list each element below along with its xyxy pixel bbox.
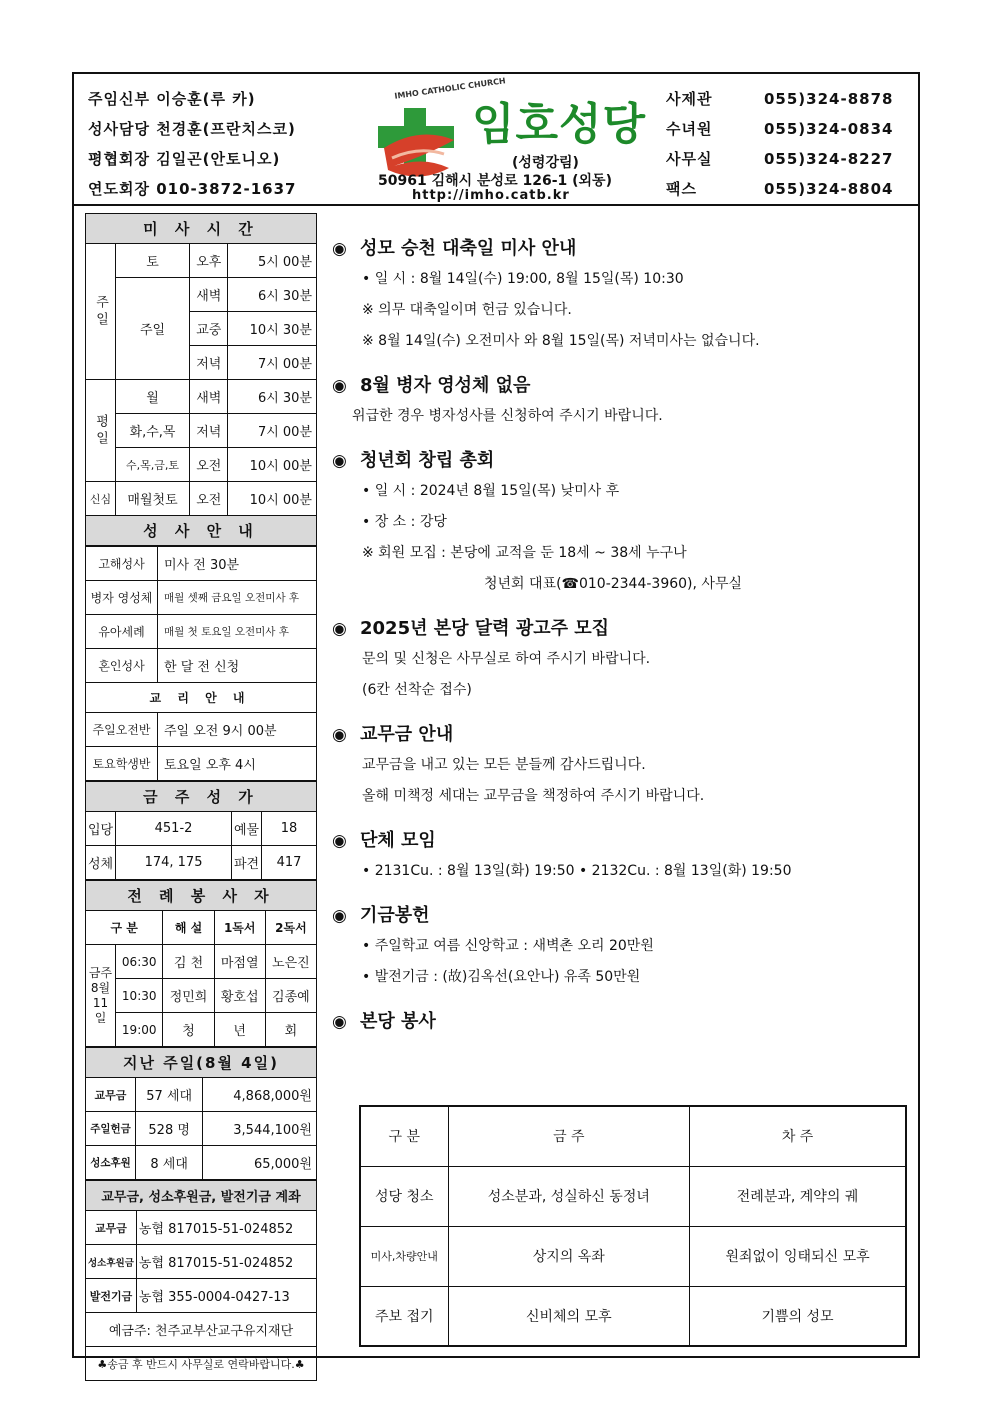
sacrament-value: 매월 셋째 금요일 오전미사 후 [158,581,317,615]
notice-line: (6칸 선착순 접수) [362,682,472,698]
service-next-week: 원죄없이 잉태되신 모후 [690,1226,906,1286]
sacrament-value: 매월 첫 토요일 오전미사 후 [158,615,317,649]
account-holder: 예금주: 천주교부산교구유지재단 [86,1313,317,1347]
mass-period: 저녁 [190,346,228,380]
notice-title [332,446,912,476]
bullet-icon: ◉ [332,619,347,639]
mass-time: 6시 30분 [228,380,317,414]
mass-day: 매월첫토 [116,482,190,516]
mass-day: 월 [116,380,190,414]
service-this-week: 상지의 옥좌 [448,1226,690,1286]
doctrine-value: 토요일 오후 4시 [158,747,317,781]
notice-title [332,901,912,931]
doctrine-label: 주일오전반 [86,713,158,747]
header-staff [88,84,296,204]
liturgy-person: 노은진 [265,945,316,979]
mass-day: 토 [116,244,190,278]
service-table [359,1105,907,1347]
doctrine-label: 토요학생반 [86,747,158,781]
hymn-number: 174, 175 [116,846,232,880]
notice-heading: 본당 봉사 [360,1011,436,1032]
left-column [85,213,317,1381]
hymn-number: 18 [262,812,317,846]
weekday-label: 평일 [86,380,116,482]
sacrament-label: 고해성사 [86,547,158,581]
account-label: 발전기금 [86,1279,137,1313]
notice-line: 위급한 경우 병자성사를 신청하여 주시기 바랍니다. [352,408,663,424]
sacrament-value: 한 달 전 신청 [158,649,317,683]
notice-line: • 일 시 : 8월 14일(수) 19:00, 8월 15일(목) 10:30 [362,271,684,287]
liturgy-person: 황호섭 [214,979,265,1013]
mass-period: 저녁 [190,414,228,448]
liturgy-table [85,880,317,1047]
mass-period: 오전 [190,448,228,482]
offering-label: 주일헌금 [86,1112,136,1146]
service-label: 주보 접기 [360,1286,448,1346]
mass-time: 7시 00분 [228,346,317,380]
mass-day: 화,수,목 [116,414,190,448]
notice-line: 교무금을 내고 있는 모든 분들께 감사드립니다. [362,757,646,773]
devotion-label: 신심 [86,482,116,516]
mass-time: 7시 00분 [228,414,317,448]
liturgy-person: 회 [265,1013,316,1047]
last-week-title: 지난 주일(8월 4일) [86,1048,317,1078]
notice-line: • 장 소 : 강당 [362,514,447,530]
liturgy-time: 06:30 [116,945,163,979]
liturgy-date: 금주 8월 11일 [86,945,116,1047]
transfer-note: ♣송금 후 반드시 사무실로 연락바랍니다.♣ [86,1347,317,1381]
contact-rectory [666,84,893,114]
liturgy-person: 정민희 [163,979,214,1013]
bulletin-frame [72,72,920,1371]
contact-fax [666,174,893,204]
service-label: 미사,차량안내 [360,1226,448,1286]
bullet-icon: ◉ [332,906,347,926]
mass-period: 교중 [190,312,228,346]
notice-line: 올해 미책정 세대는 교무금을 책정하여 주시기 바랍니다. [362,788,705,804]
service-header: 금 주 [448,1106,690,1166]
mass-period: 새벽 [190,380,228,414]
notice-line: • 2131Cu. : 8월 13일(화) 19:50 • 2132Cu. : 8월 13일(화) 19:50 [362,863,792,879]
staff-value: 김일곤(안토니오) [156,150,281,168]
sacrament-title: 성 사 안 내 [86,516,317,546]
bullet-icon: ◉ [332,451,347,471]
service-next-week: 전례분과, 계약의 궤 [690,1166,906,1226]
sacrament-label: 병자 영성체 [86,581,158,615]
liturgy-person: 김종예 [265,979,316,1013]
staff-label: 연도회장 [88,180,150,198]
hymn-number: 417 [262,846,317,880]
bullet-icon: ◉ [332,376,347,396]
church-logo [374,76,654,203]
account-label: 성소후원금 [86,1245,137,1279]
account-value: 농협 817015-51-024852 [136,1211,316,1245]
accounts-table [85,1180,317,1381]
hymn-title: 금 주 성 가 [86,782,317,812]
staff-label: 평협회장 [88,150,150,168]
notice-line: ※ 8월 14일(수) 오전미사 와 8월 15일(목) 저녁미사는 없습니다. [362,333,760,349]
staff-sacrament [88,114,296,144]
notice-line: 청년회 대표(☎010-2344-3960), 사무실 [484,576,742,592]
bullet-icon: ◉ [332,725,347,745]
liturgy-person: 마점열 [214,945,265,979]
service-this-week: 성소분과, 성실하신 동정녀 [448,1166,690,1226]
notice-title [332,720,912,750]
church-address: 50961 김해시 분성로 126-1 (외동) [378,173,612,189]
bullet-icon: ◉ [332,239,347,259]
notice-title [332,1007,912,1037]
staff-value: 이승훈(루 카) [156,90,256,108]
contact-value: 055)324-8804 [764,180,894,198]
notice-heading: 기금봉헌 [360,905,430,926]
notice-line: • 주일학교 여름 신앙학교 : 새벽촌 오리 20만원 [362,938,654,954]
notice-heading: 성모 승천 대축일 미사 안내 [360,238,577,259]
offering-count: 528 명 [136,1112,203,1146]
church-url[interactable]: http://imho.catb.kr [412,188,570,203]
church-subtitle: (성령강림) [512,155,579,171]
staff-council [88,144,296,174]
mass-period: 오전 [190,482,228,516]
notice-heading: 8월 병자 영성체 없음 [360,375,531,396]
mass-time: 10시 00분 [228,482,317,516]
offering-count: 8 세대 [136,1146,203,1180]
hymn-label: 성체 [86,846,116,880]
staff-yeondo [88,174,296,204]
liturgy-person: 청 [163,1013,214,1047]
service-header: 차 주 [690,1106,906,1166]
hymn-label: 파견 [231,846,261,880]
mass-time: 10시 00분 [228,448,317,482]
mass-table [85,213,317,546]
liturgy-person: 년 [214,1013,265,1047]
offering-amount: 4,868,000원 [203,1078,317,1112]
header [74,74,918,206]
staff-label: 성사담당 [88,120,150,138]
liturgy-time: 19:00 [116,1013,163,1047]
mass-period: 오후 [190,244,228,278]
notice-title [332,826,912,856]
notice-title [332,234,912,264]
hymn-label: 입당 [86,812,116,846]
sunday-label: 주일 [86,244,116,380]
liturgy-header: 구 분 [86,911,163,945]
mass-title: 미 사 시 간 [86,214,317,244]
notice-line: ※ 회원 모집 : 본당에 교적을 둔 18세 ~ 38세 누구나 [362,545,687,561]
service-label: 성당 청소 [360,1166,448,1226]
staff-value: 천경훈(프란치스코) [156,120,296,138]
arc-text: IMHO CATHOLIC CHURCH [393,76,507,101]
liturgy-time: 10:30 [116,979,163,1013]
notice-line: 문의 및 신청은 사무실로 하여 주시기 바랍니다. [362,651,651,667]
contact-label: 팩스 [666,180,697,198]
notice-line: ※ 의무 대축일이며 헌금 있습니다. [362,302,572,318]
hymn-number: 451-2 [116,812,232,846]
liturgy-header: 1독서 [214,911,265,945]
notice-title [332,371,912,401]
offering-label: 교무금 [86,1078,136,1112]
accounts-title: 교무금, 성소후원금, 발전기금 계좌 [86,1181,317,1211]
liturgy-header: 2독서 [265,911,316,945]
contact-convent [666,114,893,144]
notice-heading: 2025년 본당 달력 광고주 모집 [360,618,610,639]
notice-line: • 발전기금 : (故)김옥선(요안나) 유족 50만원 [362,969,641,985]
hymn-table [85,781,317,880]
notice-heading: 단체 모임 [360,830,436,851]
notice-title [332,614,912,644]
mass-period: 새벽 [190,278,228,312]
service-next-week: 기쁨의 성모 [690,1286,906,1346]
contact-label: 수녀원 [666,120,713,138]
mass-time: 10시 30분 [228,312,317,346]
notice-heading: 교무금 안내 [360,724,454,745]
staff-pastor [88,84,296,114]
contact-label: 사무실 [666,150,713,168]
sacrament-table [85,546,317,781]
sacrament-label: 혼인성사 [86,649,158,683]
contact-value: 055)324-8227 [764,150,894,168]
liturgy-header: 해 설 [163,911,214,945]
mass-day: 주일 [116,278,190,380]
sacrament-label: 유아세례 [86,615,158,649]
contact-value: 055)324-0834 [764,120,894,138]
hymn-label: 예물 [231,812,261,846]
last-week-table [85,1047,317,1180]
sacrament-value: 미사 전 30분 [158,547,317,581]
mass-day: 수,목,금,토 [116,448,190,482]
contact-label: 사제관 [666,90,713,108]
mass-time: 6시 30분 [228,278,317,312]
contact-value: 055)324-8878 [764,90,894,108]
staff-value: 010-3872-1637 [156,180,297,198]
liturgy-title: 전 례 봉 사 자 [86,881,317,911]
account-value: 농협 817015-51-024852 [136,1245,316,1279]
mass-time: 5시 00분 [228,244,317,278]
church-name: 임호성당 [472,99,647,150]
notices [332,234,912,1037]
service-header: 구 분 [360,1106,448,1166]
bullet-icon: ◉ [332,1012,347,1032]
bullet-icon: ◉ [332,831,347,851]
contact-office [666,144,893,174]
offering-label: 성소후원 [86,1146,136,1180]
notice-heading: 청년회 창립 총회 [360,450,495,471]
offering-amount: 3,544,100원 [203,1112,317,1146]
doctrine-title: 교 리 안 내 [86,683,317,713]
offering-count: 57 세대 [136,1078,203,1112]
liturgy-person: 김 천 [163,945,214,979]
doctrine-value: 주일 오전 9시 00분 [158,713,317,747]
offering-amount: 65,000원 [203,1146,317,1180]
header-contacts [666,84,893,204]
staff-label: 주임신부 [88,90,150,108]
account-label: 교무금 [86,1211,137,1245]
service-this-week: 신비체의 모후 [448,1286,690,1346]
notice-line: • 일 시 : 2024년 8월 15일(목) 낮미사 후 [362,483,620,499]
account-value: 농협 355-0004-0427-13 [136,1279,316,1313]
